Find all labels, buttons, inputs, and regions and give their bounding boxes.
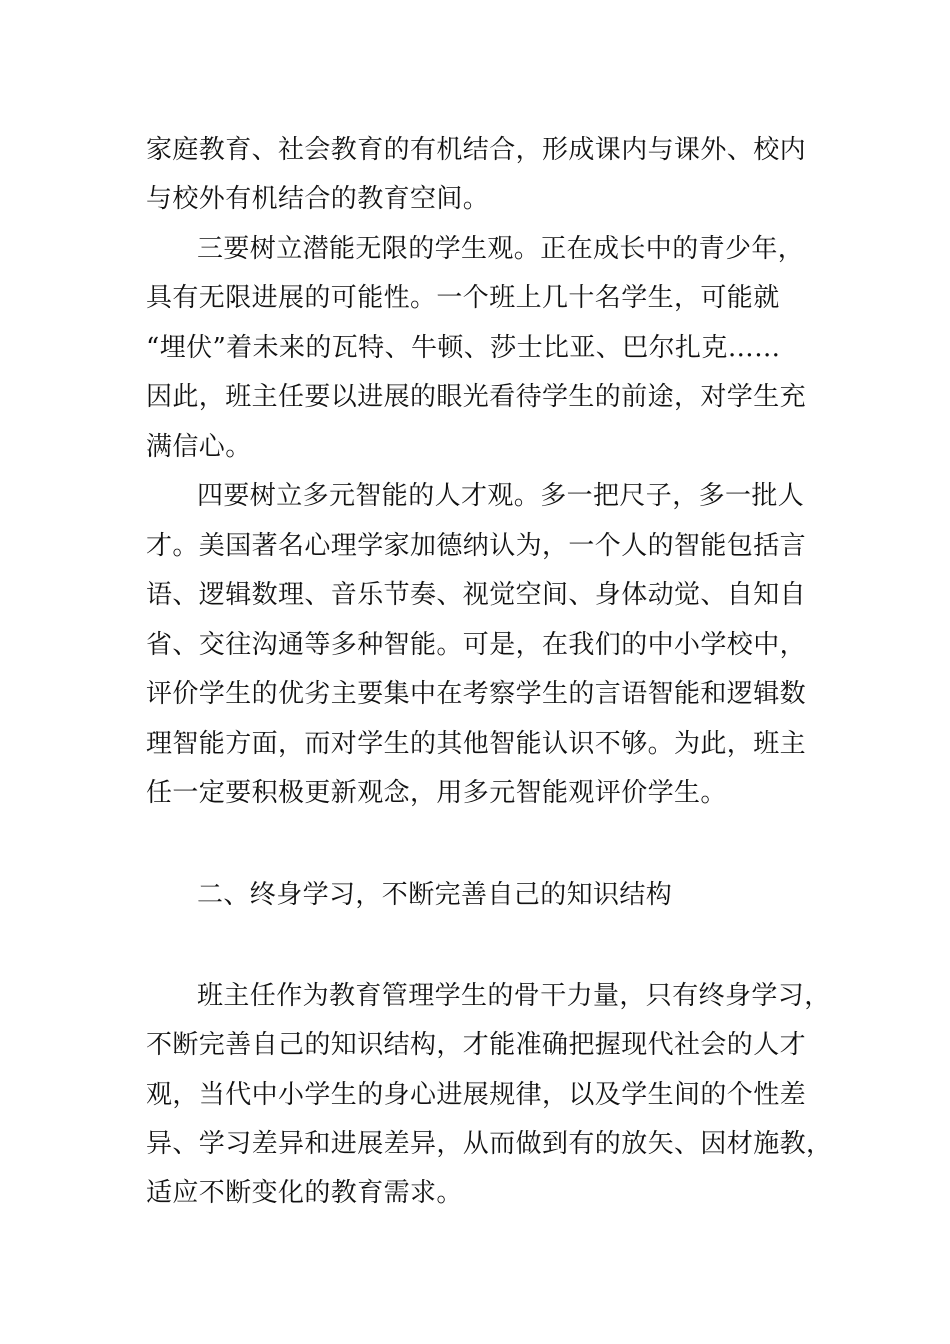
section-heading: 二、终身学习，不断完善自己的知识结构: [197, 880, 673, 910]
text-line: 语、逻辑数理、音乐节奏、视觉空间、身体动觉、自知自: [146, 580, 807, 610]
text-line: 才。美国著名心理学家加德纳认为，一个人的智能包括言: [146, 531, 807, 561]
text-line: 异、学习差异和进展差异，从而做到有的放矢、因材施教，: [146, 1129, 833, 1159]
text-line: 理智能方面，而对学生的其他智能认识不够。为此，班主: [146, 729, 807, 759]
text-line: 与校外有机结合的教育空间。: [146, 184, 490, 214]
text-line: 具有无限进展的可能性。一个班上几十名学生，可能就: [146, 283, 780, 313]
paragraph-start-line: 四要树立多元智能的人才观。多一把尺子，多一批人: [197, 481, 805, 511]
paragraph-start-line: 班主任作为教育管理学生的骨干力量，只有终身学习，: [197, 981, 831, 1011]
text-line: 省、交往沟通等多种智能。可是，在我们的中小学校中，: [146, 630, 807, 660]
text-line: 因此，班主任要以进展的眼光看待学生的前途，对学生充: [146, 382, 807, 412]
paragraph-start-line: 三要树立潜能无限的学生观。正在成长中的青少年，: [197, 234, 805, 264]
text-line: 适应不断变化的教育需求。: [146, 1178, 463, 1208]
text-line: 任一定要积极更新观念，用多元智能观评价学生。: [146, 778, 727, 808]
text-line: 评价学生的优劣主要集中在考察学生的言语智能和逻辑数: [146, 679, 807, 709]
text-line: 家庭教育、社会教育的有机结合，形成课内与课外、校内: [146, 135, 807, 165]
text-line: “埋伏”着未来的瓦特、牛顿、莎士比亚、巴尔扎克……: [146, 333, 781, 363]
text-line: 满信心。: [146, 432, 252, 462]
text-line: 不断完善自己的知识结构，才能准确把握现代社会的人才: [146, 1030, 807, 1060]
text-line: 观，当代中小学生的身心进展规律，以及学生间的个性差: [146, 1080, 807, 1110]
